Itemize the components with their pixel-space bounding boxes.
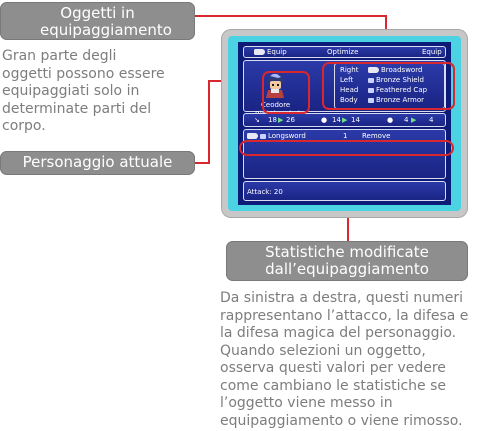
connector-items-h xyxy=(195,15,386,17)
defense-icon: ● xyxy=(321,116,328,124)
magic-defense-icon: ● xyxy=(387,116,394,124)
item-row-longsword[interactable]: Longsword xyxy=(247,132,306,141)
defense-from: 14 xyxy=(332,116,341,124)
stats-callout-label xyxy=(226,241,468,281)
items-callout-text: Oggetti in equipaggiamento xyxy=(40,4,172,39)
hand-cursor-icon xyxy=(247,133,258,139)
defense-arrow-icon: ▶ xyxy=(342,116,348,124)
character-callout-text: Personaggio attuale xyxy=(22,153,173,171)
highlight-stats xyxy=(239,140,454,156)
defense-to: 14 xyxy=(351,116,360,124)
attack-to: 26 xyxy=(286,116,295,124)
highlight-character xyxy=(262,71,310,114)
stats-callout-text: Statistiche modificate dall’equipaggiamento xyxy=(265,243,429,278)
equip-item-name: Bronze Armor xyxy=(368,96,424,105)
character-callout-label xyxy=(0,151,195,175)
magic-defense-arrow-icon: ▶ xyxy=(411,116,417,124)
items-callout-label xyxy=(0,2,195,40)
menu-equip[interactable]: Equip xyxy=(254,48,287,57)
attack-arrow-icon: ▶ xyxy=(278,116,284,124)
ds-screen-frame xyxy=(222,30,467,217)
magic-defense-to: 4 xyxy=(429,116,434,124)
hand-cursor-icon xyxy=(254,49,265,55)
sword-icon xyxy=(260,134,266,139)
attack-from: 18 xyxy=(268,116,277,124)
item-count: 1 xyxy=(343,132,348,140)
magic-defense-from: 4 xyxy=(404,116,409,124)
remove-option[interactable]: Remove xyxy=(362,132,391,140)
character-name: Ceodore xyxy=(261,101,291,109)
attack-icon: ↘ xyxy=(254,116,260,124)
highlight-equipment xyxy=(322,62,455,110)
menu-optimize[interactable]: Optimize xyxy=(327,48,359,56)
equip-slot-label: Right xyxy=(340,66,359,74)
stats-callout-description: Da sinistra a destra, questi numeri rappresentano l’attacco, la difesa e la difesa magica del personaggio. Quando selezioni un oggetto, osserva questi valori per vedere come cambiano le statistiche se l’oggetto viene messo in equipaggiamento o viene rimosso. xyxy=(220,290,469,429)
equip-item-name: Broadsword xyxy=(368,66,422,75)
top-menu-panel xyxy=(243,46,446,58)
connector-char-v xyxy=(208,80,210,164)
stats-bar xyxy=(243,113,446,127)
equip-item-name: Feathered Cap xyxy=(368,86,427,95)
equip-slot-label: Head xyxy=(340,86,359,94)
equip-slot-label: Body xyxy=(340,96,358,104)
equip-item-name: Bronze Shield xyxy=(368,76,424,85)
menu-equip-right[interactable]: Equip xyxy=(422,48,442,56)
equip-slot-label: Left xyxy=(340,76,354,84)
items-callout-description: Gran parte degli oggetti possono essere equipaggiati solo in determinate parti del corpo. xyxy=(2,48,165,134)
connector-char-h xyxy=(195,162,209,164)
info-panel xyxy=(243,181,446,201)
info-text: Attack: 20 xyxy=(247,188,283,196)
